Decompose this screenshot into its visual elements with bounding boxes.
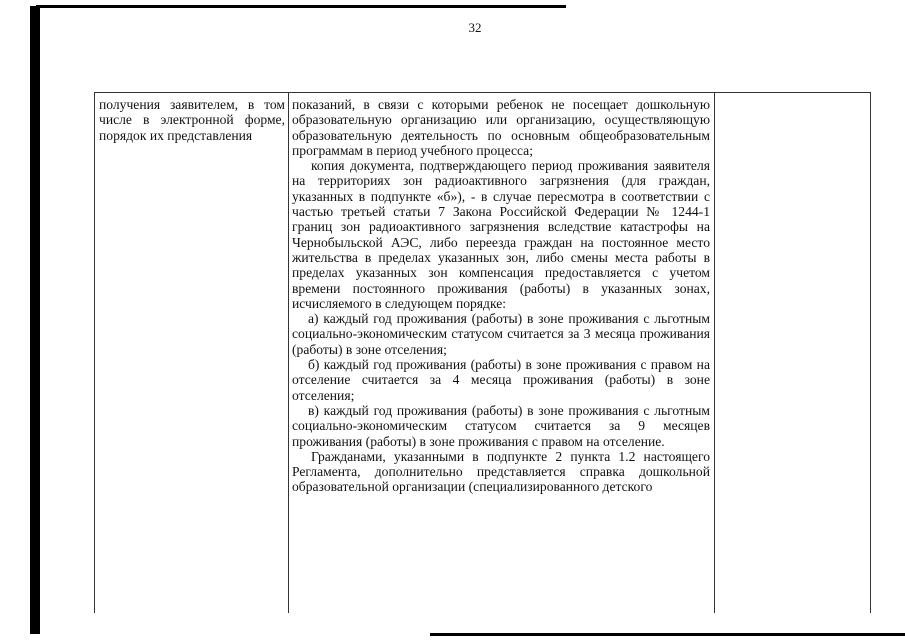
middle-cell-text	[289, 93, 714, 495]
scan-border-bottom	[430, 633, 905, 636]
paragraph-continuation: показаний, в связи с которыми ребенок не посещает дошкольную образовательную организацию или организацию, осуществляющую образовательную деятельность по основным общеобразовательным программам в период учебного процесса;	[292, 97, 710, 158]
page-number: 32	[468, 20, 482, 35]
left-cell-text: получения заявителем, в том числе в электронной форме, порядок их представления	[99, 97, 285, 143]
paragraph-item-b: б) каждый год проживания (работы) в зоне проживания с правом на отселение считается за 4 месяца проживания (работы) в зоне отселения;	[292, 357, 710, 403]
table-cell-left	[94, 92, 288, 613]
paragraph-item-a: а) каждый год проживания (работы) в зоне проживания с льготным социально-экономическим статусом считается за 3 месяца проживания (работы) в зоне отселения;	[292, 311, 710, 357]
table-cell-middle	[288, 92, 714, 613]
paragraph-document-copy: копия документа, подтверждающего период проживания заявителя на территориях зон радиоактивного загрязнения (для граждан, указанных в подпункте «б»), - в случае пересмотра в соответствии с частью третьей статьи 7 Закона Российской Федерации № 1244-1 границ зон радиоактивного загрязнения вследствие катастрофы на Чернобыльской АЭС, либо переезда граждан на постоянное место жительства в пределах указанных зон, либо смены места работы в пределах указанных зон компенсация предоставляется с учетом времени постоянного проживания (работы) в указанных зонах, исчисляемого в следующем порядке:	[292, 158, 710, 311]
scan-border-top	[36, 5, 566, 8]
paragraph-citizens: Гражданами, указанными в подпункте 2 пункта 1.2 настоящего Регламента, дополнительно представляется справка дошкольной образовательной организации (специализированного детского	[292, 448, 710, 495]
scan-border-left	[30, 6, 40, 634]
table-cell-right	[714, 92, 871, 613]
document-table	[94, 92, 869, 612]
paragraph-item-v: в) каждый год проживания (работы) в зоне проживания с льготным социально-экономическим статусом считается за 9 месяцев проживания (работы) в зоне проживания с правом на отселение.	[292, 402, 710, 449]
